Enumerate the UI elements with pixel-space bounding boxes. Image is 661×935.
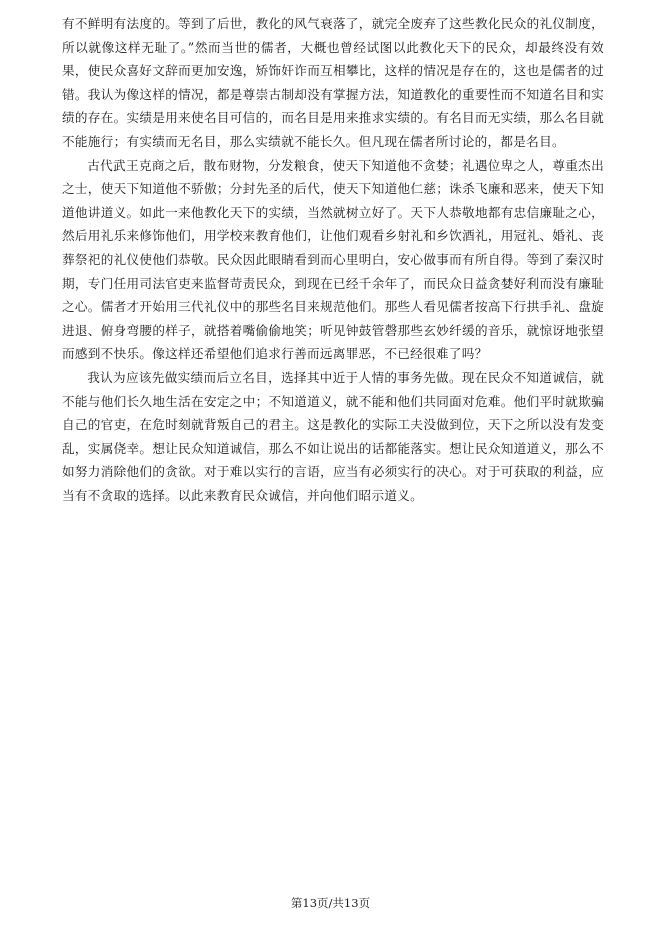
paragraph-2: 古代武王克商之后，散布财物，分发粮食，使天下知道他不贪婪；礼遇位卑之人，尊重杰出之士，使天下知道他不骄傲；分封先圣的后代，使天下知道他仁慈；诛杀飞廉和恶来，使天下知道他讲道义。如此一来他教化天下的实绩，当然就树立好了。天下人恭敬地都有忠信廉耻之心，然后用礼乐来修饰他们，用学校来教育他们，让他们观看乡射礼和乡饮酒礼，用冠礼、婚礼、丧葬祭祀的礼仪使他们恭敬。民众因此眼睛看到而心里明白，安心做事而有所自得。等到了秦汉时期，专门任用司法官吏来监督苛责民众，到现在已经千余年了，而民众日益贪婪好利而没有廉耻之心。儒者才开始用三代礼仪中的那些名目来规范他们。那些人看见儒者按高下行拱手礼、盘旋进退、俯身弯腰的样子，就搭着嘴偷偷地笑；听见钟鼓管磬那些玄妙纤缓的音乐，就惊讶地张望而感到不快乐。像这样还希望他们追求行善而远离罪恶，不已经很难了吗？ <box>62 157 604 362</box>
paragraph-3: 我认为应该先做实绩而后立名目，选择其中近于人情的事务先做。现在民众不知道诚信，就不能与他们长久地生活在安定之中；不知道道义，就不能和他们共同面对危难。他们平时就欺骗自己的官吏，在危时刻就背叛自己的君主。这是教化的实际工夫没做到位，天下之所以没有发变乱，实属侥幸。想让民众知道诚信，那么不如让说出的话都能落实。想让民众知道道义，那么不如努力消除他们的贪欲。对于难以实行的言语，应当有必须实行的决心。对于可获取的利益，应当有不贪取的选择。以此来教育民众诚信，并向他们昭示道义。 <box>62 369 604 503</box>
document-body <box>62 12 604 507</box>
paragraph-1: 有不鲜明有法度的。等到了后世，教化的风气衰落了，就完全废弃了这些教化民众的礼仪制度，所以就像这样无耻了。”然而当世的儒者，大概也曾经试图以此教化天下的民众，却最终没有效果，使民众喜好文辞而更加安逸，矫饰奸诈而互相攀比，这样的情况是存在的，这也是儒者的过错。我认为像这样的情况，都是尊崇古制却没有掌握方法，知道教化的重要性而不知道名目和实绩的存在。实绩是用来使名目可信的，而名目是用来推求实绩的。有名目而无实绩，那么名目就不能施行；有实绩而无名目，那么实绩就不能长久。但凡现在儒者所讨论的，都是名目。 <box>62 16 604 149</box>
page-number-footer: 第13页/共13页 <box>290 896 371 910</box>
